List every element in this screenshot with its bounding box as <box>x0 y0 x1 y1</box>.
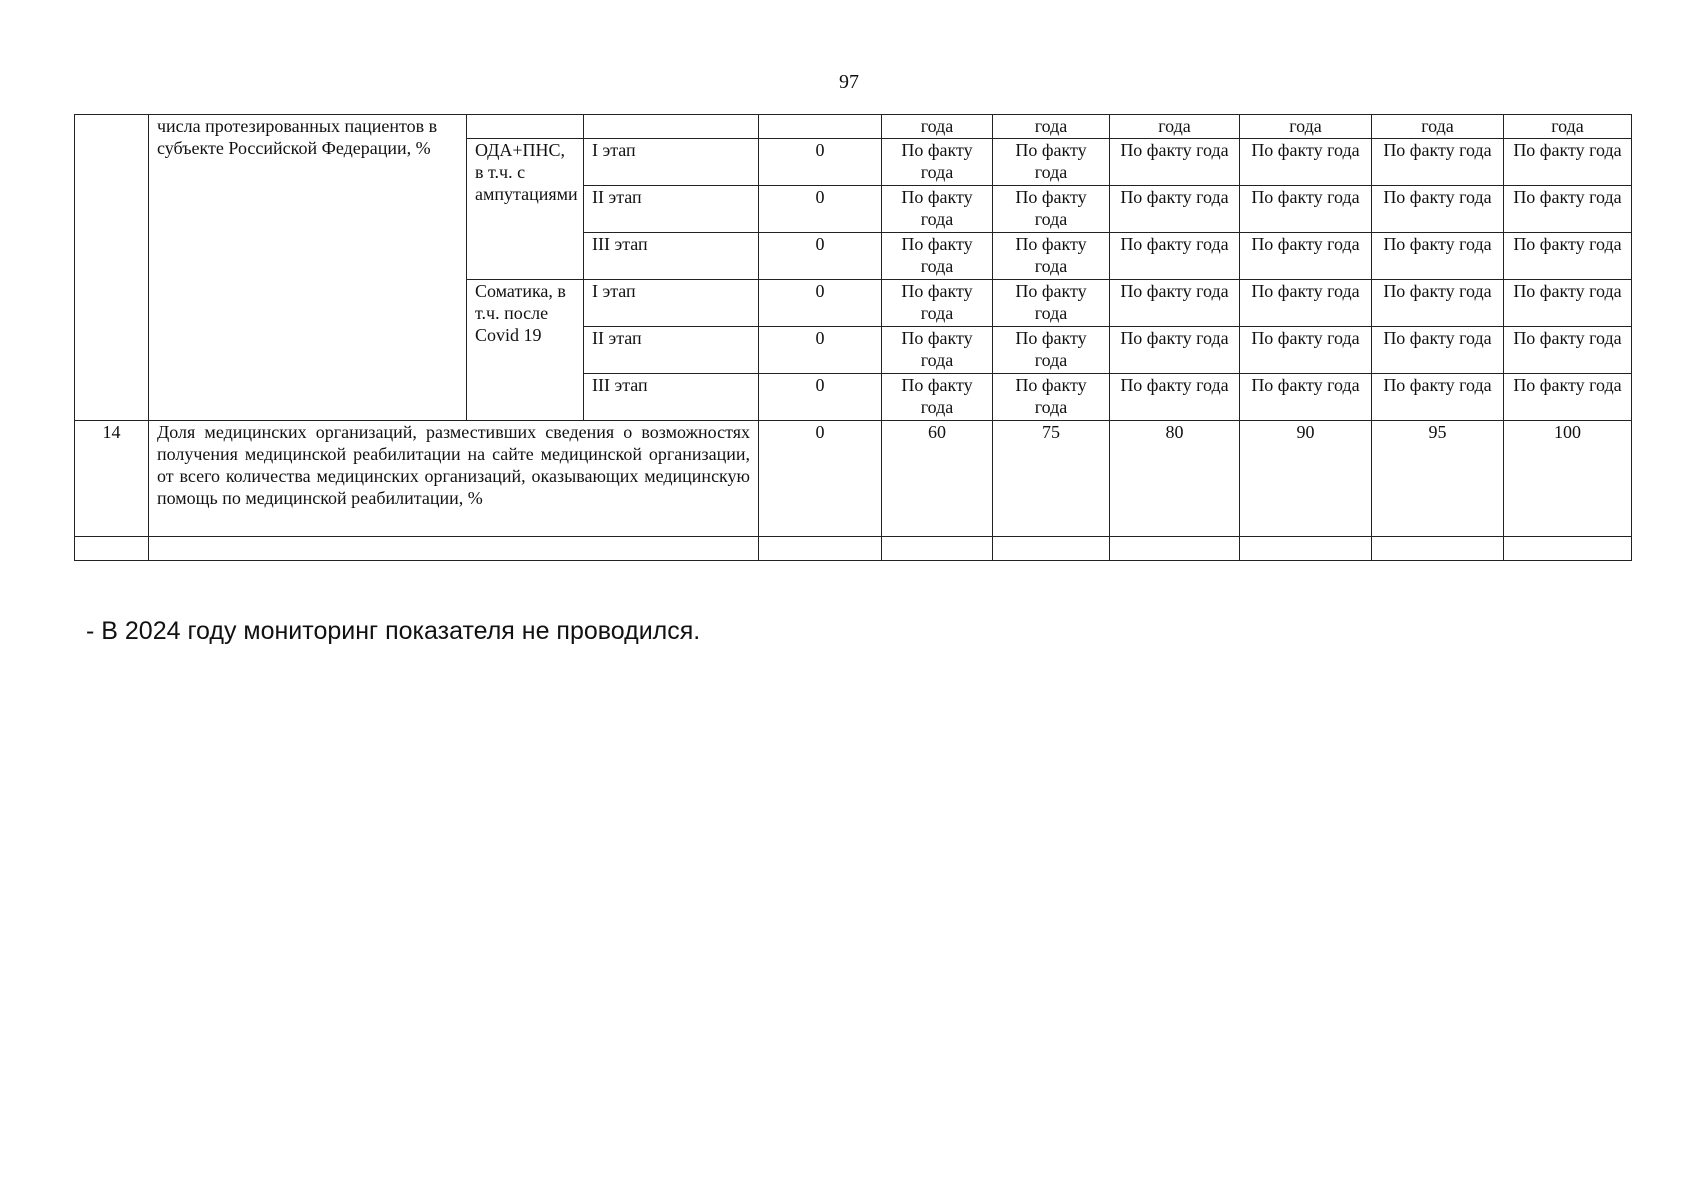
value-cell: По факту года <box>1110 327 1240 374</box>
group-label: Соматика, в т.ч. после Covid 19 <box>467 280 584 421</box>
value-cell: По факту года <box>1110 139 1240 186</box>
table-row <box>75 421 1632 537</box>
value-cell: По факту года <box>882 327 993 374</box>
group-cell <box>467 115 584 139</box>
value-cell: По факту года <box>1240 186 1372 233</box>
empty-cell <box>1110 537 1240 561</box>
value-cell: 100 <box>1504 421 1632 537</box>
value-cell: По факту года <box>993 280 1110 327</box>
value-cell: По факту года <box>1504 139 1632 186</box>
indicator-name-cell: числа протезированных пациентов в субъекте Российской Федерации, % <box>149 115 467 421</box>
value-cell: 60 <box>882 421 993 537</box>
value-cell: 80 <box>1110 421 1240 537</box>
value-cell: По факту года <box>1240 233 1372 280</box>
value-cell: По факту года <box>1372 327 1504 374</box>
value-cell: По факту года <box>993 186 1110 233</box>
base-value-cell: 0 <box>759 421 882 537</box>
value-cell: По факту года <box>1372 233 1504 280</box>
empty-cell <box>1504 537 1632 561</box>
value-cell: По факту года <box>993 139 1110 186</box>
base-value-cell: 0 <box>759 186 882 233</box>
stage-label: III этап <box>584 374 759 421</box>
value-cell: года <box>1240 115 1372 139</box>
value-cell: По факту года <box>993 327 1110 374</box>
value-cell: года <box>1504 115 1632 139</box>
table-row <box>75 537 1632 561</box>
value-cell: По факту года <box>1110 186 1240 233</box>
base-value-cell: 0 <box>759 374 882 421</box>
row-number-cell <box>75 115 149 421</box>
row-number-cell: 14 <box>75 421 149 537</box>
value-cell: По факту года <box>1110 374 1240 421</box>
value-cell: По факту года <box>1504 327 1632 374</box>
value-cell: 75 <box>993 421 1110 537</box>
value-cell: По факту года <box>1504 233 1632 280</box>
value-cell: По факту года <box>1110 233 1240 280</box>
value-cell: По факту года <box>882 233 993 280</box>
value-cell: По факту года <box>1240 327 1372 374</box>
stage-label: II этап <box>584 327 759 374</box>
stage-label: I этап <box>584 139 759 186</box>
empty-cell <box>993 537 1110 561</box>
empty-cell <box>1240 537 1372 561</box>
value-cell: По факту года <box>993 374 1110 421</box>
table-row <box>75 115 1632 139</box>
value-cell: 90 <box>1240 421 1372 537</box>
value-cell: По факту года <box>1240 139 1372 186</box>
value-cell: По факту года <box>1372 139 1504 186</box>
base-value-cell: 0 <box>759 139 882 186</box>
footnote: - В 2024 году мониторинг показателя не проводился. <box>86 617 701 645</box>
base-value-cell <box>759 115 882 139</box>
value-cell: По факту года <box>1504 280 1632 327</box>
value-cell: года <box>1110 115 1240 139</box>
value-cell: По факту года <box>882 280 993 327</box>
value-cell: года <box>882 115 993 139</box>
value-cell: По факту года <box>1372 280 1504 327</box>
value-cell: По факту года <box>993 233 1110 280</box>
base-value-cell: 0 <box>759 327 882 374</box>
indicator-name-cell: Доля медицинских организаций, разместивших сведения о возможностях получения медицинской реабилитации на сайте медицинской организации, от всего количества медицинских организаций, оказывающих медицинскую помощь по медицинской реабилитации, % <box>149 421 759 537</box>
value-cell: По факту года <box>1240 374 1372 421</box>
value-cell: По факту года <box>882 374 993 421</box>
page-number: 97 <box>839 71 859 93</box>
base-value-cell: 0 <box>759 280 882 327</box>
value-cell: По факту года <box>1240 280 1372 327</box>
stage-cell <box>584 115 759 139</box>
value-cell: По факту года <box>882 186 993 233</box>
value-cell: По факту года <box>1504 374 1632 421</box>
value-cell: 95 <box>1372 421 1504 537</box>
stage-label: I этап <box>584 280 759 327</box>
empty-cell <box>1372 537 1504 561</box>
value-cell: По факту года <box>1504 186 1632 233</box>
base-value-cell: 0 <box>759 233 882 280</box>
value-cell: По факту года <box>1372 374 1504 421</box>
value-cell: По факту года <box>882 139 993 186</box>
value-cell: По факту года <box>1110 280 1240 327</box>
empty-cell <box>149 537 759 561</box>
empty-cell <box>882 537 993 561</box>
group-label: ОДА+ПНС, в т.ч. с ампутациями <box>467 139 584 280</box>
value-cell: года <box>1372 115 1504 139</box>
stage-label: III этап <box>584 233 759 280</box>
stage-label: II этап <box>584 186 759 233</box>
value-cell: По факту года <box>1372 186 1504 233</box>
indicators-table <box>74 114 1632 561</box>
empty-cell <box>759 537 882 561</box>
empty-cell <box>75 537 149 561</box>
value-cell: года <box>993 115 1110 139</box>
